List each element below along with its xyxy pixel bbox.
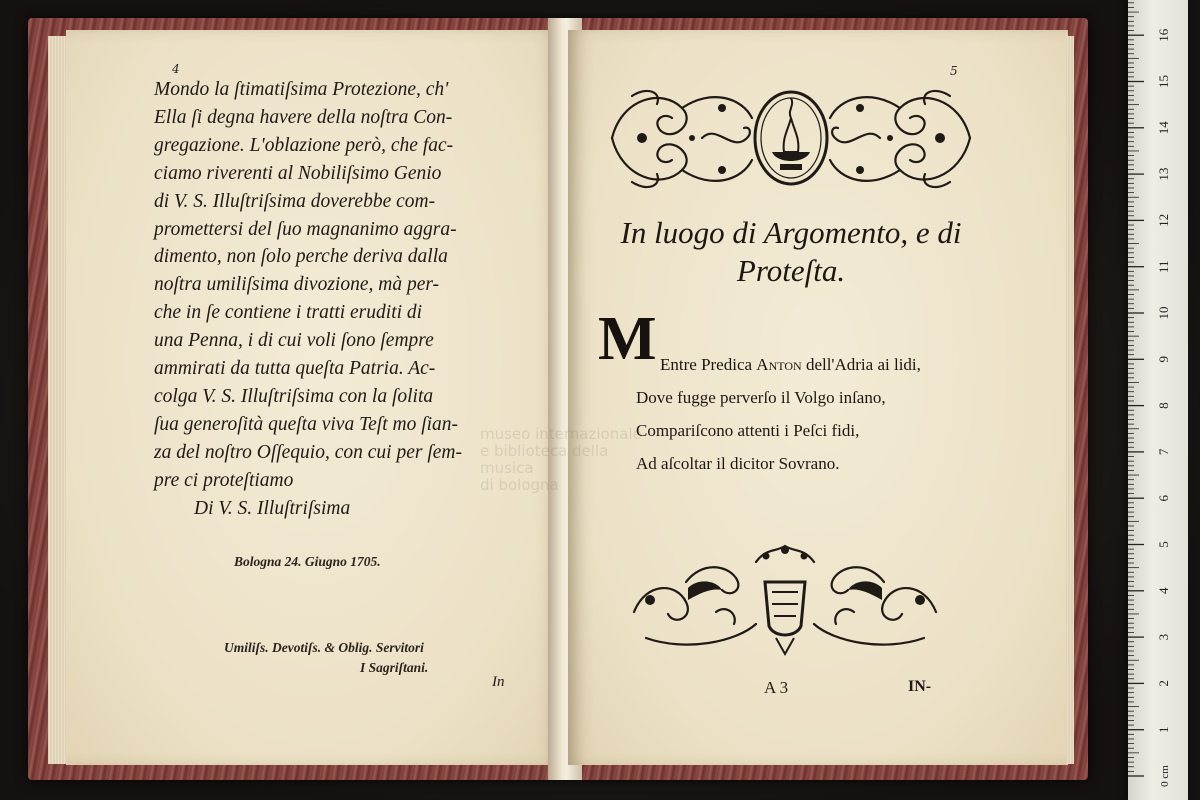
text-line: una Penna, i di cui voli ſono ſempre xyxy=(154,330,434,352)
ruler-number: 3 xyxy=(1156,633,1171,641)
text-line: dimento, non ſolo perche deriva dalla xyxy=(154,246,448,268)
poem-line: Compariſcono attenti i Peſci fidi, xyxy=(636,421,860,440)
text-line: Mondo la ſtimatiſsima Protezione, ch' xyxy=(154,79,449,100)
right-page xyxy=(568,30,1068,765)
page-edges-left xyxy=(48,36,68,764)
ruler-number: 4 xyxy=(1156,587,1171,595)
dateline: Bologna 24. Giugno 1705. xyxy=(234,554,381,569)
page-edges-right xyxy=(1066,36,1074,764)
drop-cap: M xyxy=(598,305,657,373)
headpiece-ornament xyxy=(602,78,980,200)
watermark-line: e biblioteca della musica xyxy=(480,442,609,477)
ruler-number: 7 xyxy=(1156,448,1171,456)
signature-line: Umiliſs. Devotiſs. & Oblig. Servitori xyxy=(224,640,424,655)
heading-line: In luogo di Argomento, e di xyxy=(620,215,962,250)
text-line: ciamo riverenti al Nobiliſsimo Genio xyxy=(154,162,442,184)
catchword-left: In xyxy=(492,674,505,690)
ruler-number: 10 xyxy=(1156,306,1171,320)
watermark xyxy=(480,426,660,494)
ruler-number: 16 xyxy=(1156,28,1171,42)
ruler-number: 9 xyxy=(1156,356,1171,363)
left-page xyxy=(66,30,562,765)
ruler-unit-label: 0 cm xyxy=(1159,765,1171,787)
text-line: za del noſtro Oſſequio, con cui per ſem- xyxy=(154,441,462,463)
text-line: promettersi del ſuo magnanimo aggra- xyxy=(154,218,457,240)
measuring-ruler xyxy=(1128,0,1188,800)
text-line: ſua generoſità queſta viva Teſt mo ſian- xyxy=(154,413,459,435)
tailpiece-ornament xyxy=(626,542,944,658)
text-line: ammirati da tutta queſta Patria. Ac- xyxy=(154,358,436,380)
poem-line xyxy=(636,348,921,381)
catchword-right: IN- xyxy=(908,678,932,695)
signature-block xyxy=(224,638,428,678)
poem-text: dell'Adria ai lidi, xyxy=(801,355,921,374)
ruler-number: 5 xyxy=(1156,541,1171,548)
poem-name: Anton xyxy=(756,355,802,374)
ruler-number: 1 xyxy=(1156,726,1171,733)
ruler-number: 11 xyxy=(1156,260,1171,273)
signature-line: I Sagriſtani. xyxy=(360,660,429,675)
ruler-scale xyxy=(1128,0,1188,800)
ruler-number: 8 xyxy=(1156,402,1171,409)
text-line: noſtra umiliſsima divozione, mà per- xyxy=(154,274,440,296)
poem-stanza xyxy=(636,348,921,480)
signature-mark: A 3 xyxy=(764,678,789,697)
poem-line: Dove fugge perverſo il Volgo inſano, xyxy=(636,388,886,407)
text-line: gregazione. L'oblazione però, che fac- xyxy=(154,134,454,156)
page-number-right: 5 xyxy=(950,64,958,78)
ruler-number: 2 xyxy=(1156,680,1171,687)
text-line: colga V. S. Illuſtriſsima con la ſolita xyxy=(154,385,434,407)
closing-line: Di V. S. Illuſtriſsima xyxy=(194,497,351,519)
text-line: pre ci proteſtiamo xyxy=(154,469,294,491)
heading-line: Proteſta. xyxy=(736,253,846,288)
text-line: di V. S. Illuſtriſsima doverebbe com- xyxy=(154,190,436,212)
ruler-number: 15 xyxy=(1156,75,1171,88)
ruler-number: 14 xyxy=(1156,121,1171,135)
ruler-number: 12 xyxy=(1156,213,1171,227)
poem-line: Ad aſcoltar il dicitor Sovrano. xyxy=(636,454,840,473)
poem-text: Entre Predica xyxy=(660,355,757,374)
page-heading xyxy=(596,214,986,290)
text-line: Ella ſi degna havere della noſtra Con- xyxy=(154,106,453,128)
page-number-left: 4 xyxy=(172,62,180,76)
ruler-number: 13 xyxy=(1156,167,1171,181)
watermark-line: museo internazionale xyxy=(480,425,642,443)
ruler-number: 6 xyxy=(1156,494,1171,502)
watermark-line: di bologna xyxy=(480,476,559,494)
text-line: che in ſe contiene i tratti eruditi di xyxy=(154,302,423,324)
